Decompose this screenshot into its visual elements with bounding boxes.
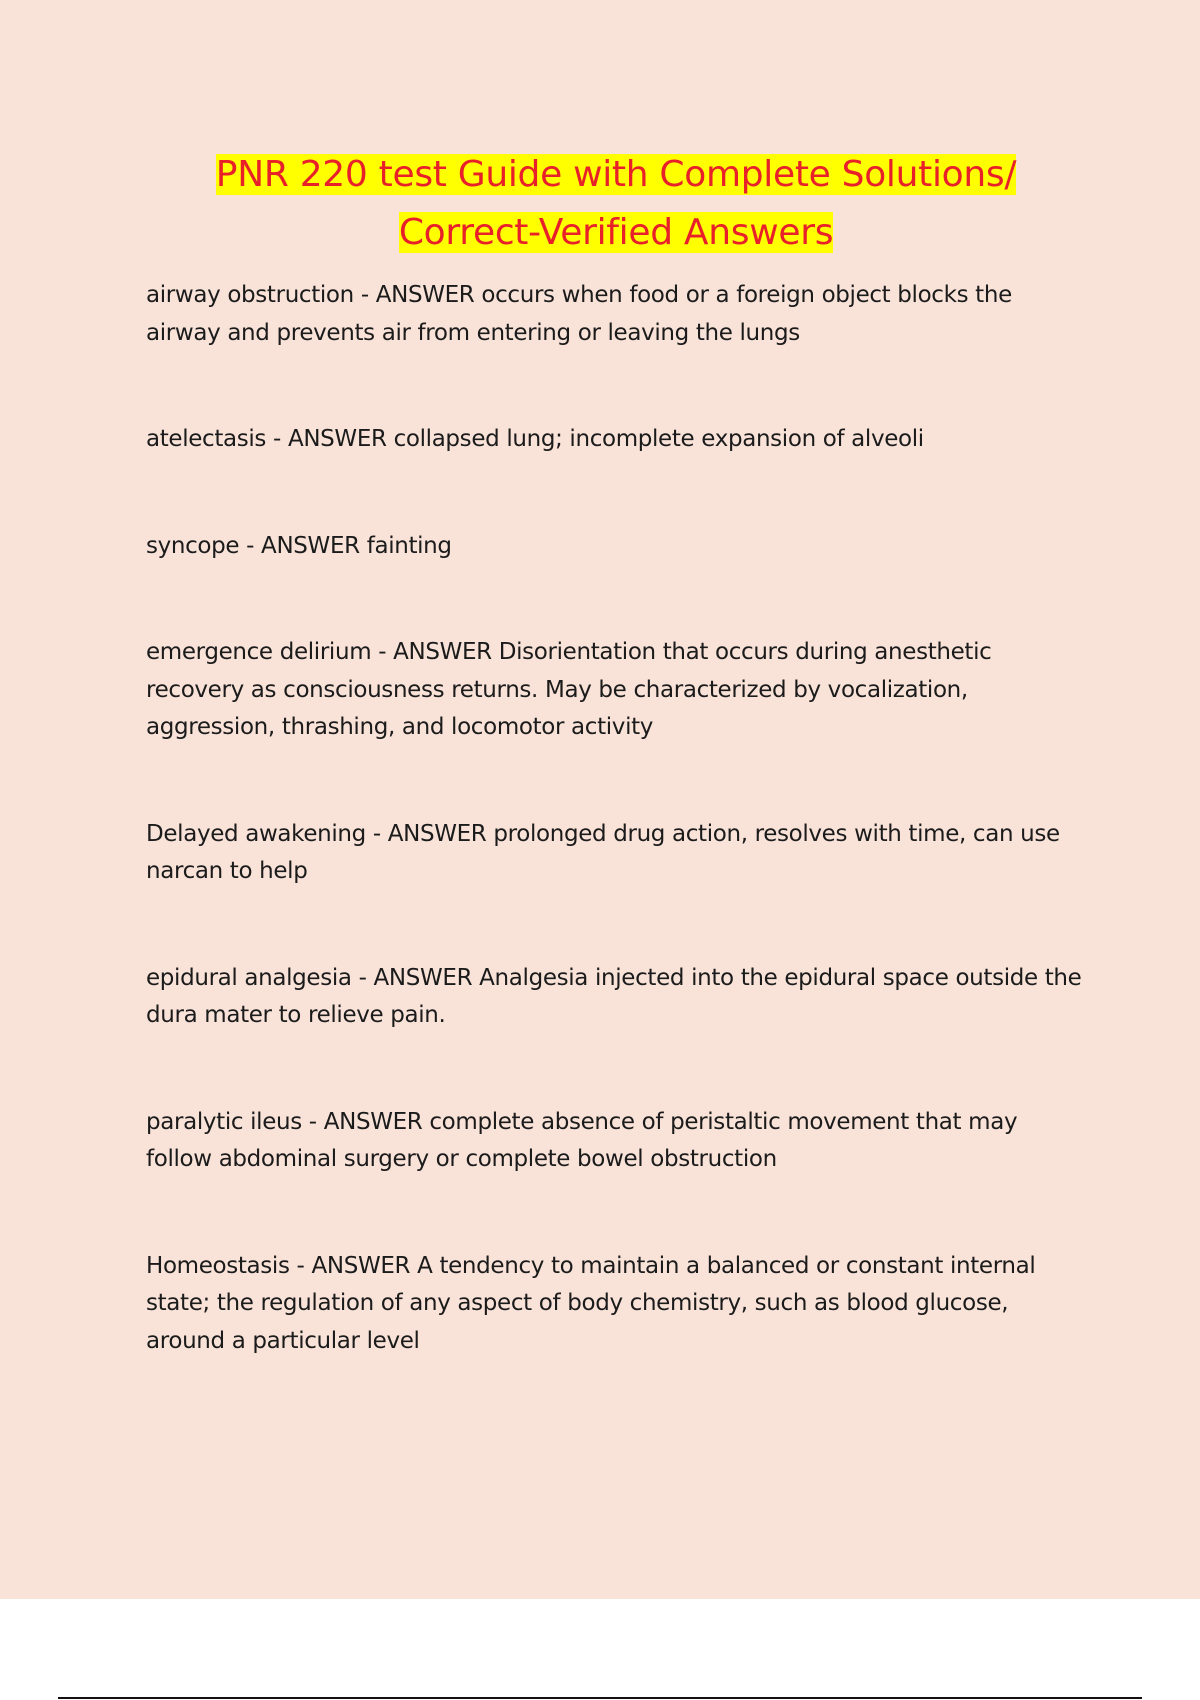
list-item: atelectasis - ANSWER collapsed lung; incomplete expansion of alveoli xyxy=(146,426,924,452)
document-title xyxy=(0,146,1200,262)
list-item: syncope - ANSWER fainting xyxy=(146,532,452,559)
title-line-1: PNR 220 test Guide with Complete Solutions/ xyxy=(215,154,1017,195)
answer-list xyxy=(146,277,1086,1360)
list-item: Homeostasis - ANSWER A tendency to maintain a balanced or constant internal state; the regulation of any aspect of body chemistry, such as blood glucose, around a particular level xyxy=(146,1252,1036,1354)
list-item: paralytic ileus - ANSWER complete absence of peristaltic movement that may follow abdominal surgery or complete bowel obstruction xyxy=(146,1108,1018,1172)
list-item: Delayed awakening - ANSWER prolonged drug action, resolves with time, can use narcan to help xyxy=(146,820,1060,884)
list-item: emergence delirium - ANSWER Disorientation that occurs during anesthetic recovery as consciousness returns. May be characterized by vocalization, aggression, thrashing, and locomotor activity xyxy=(146,639,992,740)
list-item: epidural analgesia - ANSWER Analgesia injected into the epidural space outside the dura mater to relieve pain. xyxy=(146,964,1082,1028)
title-line-2: Correct-Verified Answers xyxy=(398,212,834,253)
footer-divider xyxy=(58,1697,1142,1699)
list-item: airway obstruction - ANSWER occurs when food or a foreign object blocks the airway and prevents air from entering or leaving the lungs xyxy=(146,282,1012,346)
